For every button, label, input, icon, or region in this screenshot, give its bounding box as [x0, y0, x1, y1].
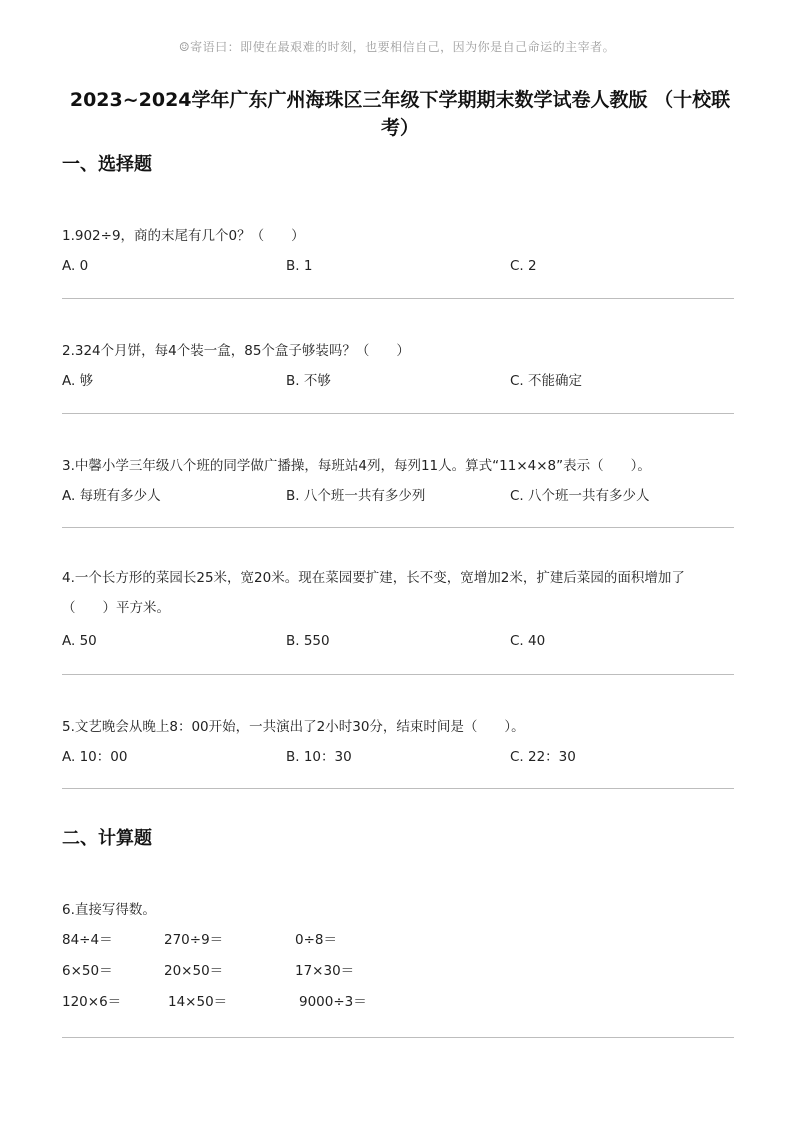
section-heading-calc: 二、计算题	[62, 828, 152, 849]
divider	[62, 298, 734, 299]
option-c[interactable]: C. 不能确定	[510, 373, 583, 389]
calc-item[interactable]: 9000÷3＝	[299, 994, 367, 1010]
question-2	[62, 336, 734, 396]
option-a[interactable]: A. 0	[62, 258, 89, 274]
question-stem: 1.902÷9，商的末尾有几个0？（ ）	[62, 228, 305, 244]
question-6	[62, 895, 734, 1018]
options-row	[62, 742, 734, 772]
option-a[interactable]: A. 够	[62, 373, 94, 389]
calc-row	[62, 987, 734, 1018]
calc-item[interactable]: 6×50＝	[62, 963, 113, 979]
calc-row	[62, 925, 734, 956]
option-b[interactable]: B. 八个班一共有多少列	[286, 488, 426, 504]
calc-row	[62, 956, 734, 987]
calc-item[interactable]: 270÷9＝	[164, 932, 224, 948]
option-b[interactable]: B. 不够	[286, 373, 331, 389]
option-c[interactable]: C. 40	[510, 633, 546, 649]
divider	[62, 1037, 734, 1038]
question-1	[62, 221, 734, 281]
section-heading-choice: 一、选择题	[62, 154, 152, 175]
calc-item[interactable]: 20×50＝	[164, 963, 224, 979]
question-4	[62, 563, 734, 656]
option-a[interactable]: A. 50	[62, 633, 97, 649]
option-b[interactable]: B. 550	[286, 633, 330, 649]
options-row	[62, 626, 734, 656]
question-stem: 3.中馨小学三年级八个班的同学做广播操，每班站4列，每列11人。算式“11×4×8”表示（ ）。	[62, 458, 651, 474]
divider	[62, 788, 734, 789]
question-stem: 5.文艺晚会从晚上8：00开始，一共演出了2小时30分，结束时间是（ ）。	[62, 719, 525, 735]
page-title	[60, 86, 740, 142]
calc-item[interactable]: 120×6＝	[62, 994, 122, 1010]
options-row	[62, 366, 734, 396]
option-a[interactable]: A. 10：00	[62, 749, 128, 765]
options-row	[62, 251, 734, 281]
question-stem: 4.一个长方形的菜园长25米，宽20米。现在菜园要扩建，长不变，宽增加2米，扩建后菜园的面积增加了	[62, 570, 685, 586]
calc-item[interactable]: 17×30＝	[295, 963, 355, 979]
calc-item[interactable]: 0÷8＝	[295, 932, 337, 948]
calc-item[interactable]: 84÷4＝	[62, 932, 113, 948]
title-line-2: 考）	[380, 117, 419, 139]
option-c[interactable]: C. 2	[510, 258, 537, 274]
divider	[62, 413, 734, 414]
option-b[interactable]: B. 1	[286, 258, 313, 274]
option-c[interactable]: C. 八个班一共有多少人	[510, 488, 650, 504]
divider	[62, 527, 734, 528]
option-c[interactable]: C. 22：30	[510, 749, 576, 765]
question-3	[62, 451, 734, 511]
question-stem-continued: （ ）平方米。	[62, 600, 170, 616]
calc-item[interactable]: 14×50＝	[168, 994, 228, 1010]
question-stem: 6.直接写得数。	[62, 902, 156, 918]
title-line-1: 2023~2024学年广东广州海珠区三年级下学期期末数学试卷人教版 （十校联	[69, 89, 731, 111]
question-5	[62, 712, 734, 772]
question-stem: 2.324个月饼，每4个装一盒，85个盒子够装吗？（ ）	[62, 343, 410, 359]
options-row	[62, 481, 734, 511]
option-a[interactable]: A. 每班有多少人	[62, 488, 161, 504]
motto-header: ☺寄语曰：即使在最艰难的时刻，也要相信自己，因为你是自己命运的主宰者。	[178, 40, 616, 54]
option-b[interactable]: B. 10：30	[286, 749, 352, 765]
divider	[62, 674, 734, 675]
